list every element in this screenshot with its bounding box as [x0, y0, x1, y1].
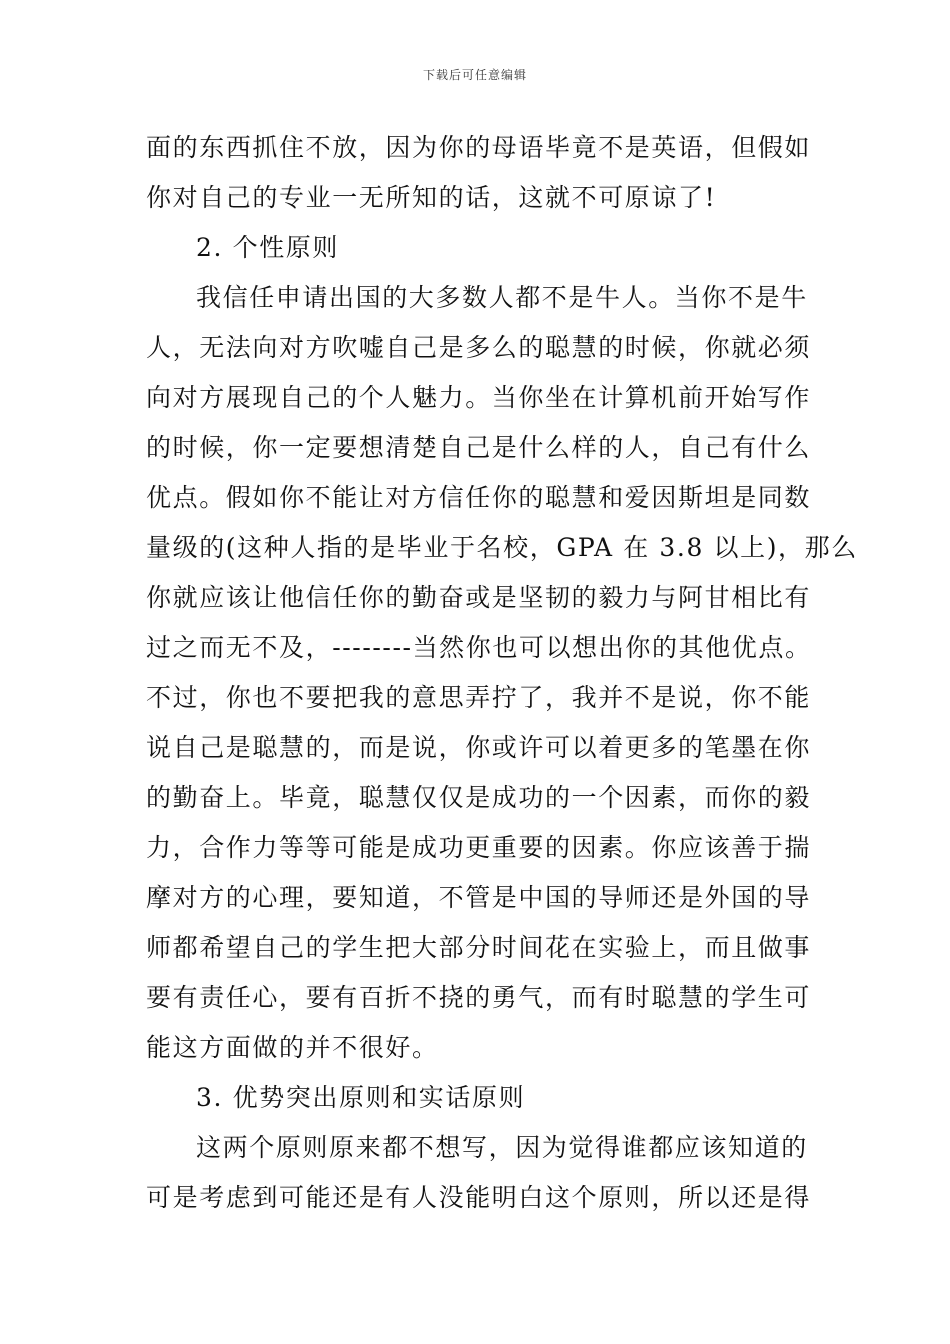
section-heading: 3. 优势突出原则和实话原则	[196, 1083, 526, 1112]
text-line: 要有责任心，要有百折不挠的勇气，而有时聪慧的学生可	[146, 983, 812, 1012]
text-line: 师都希望自己的学生把大部分时间花在实验上，而且做事	[146, 933, 812, 962]
text-line: 说自己是聪慧的，而是说，你或许可以着更多的笔墨在你	[146, 733, 812, 762]
text-line: 摩对方的心理，要知道，不管是中国的导师还是外国的导	[146, 883, 812, 912]
text-line: 优点。假如你不能让对方信任你的聪慧和爱因斯坦是同数	[146, 483, 812, 512]
text-line: 面的东西抓住不放，因为你的母语毕竟不是英语，但假如	[146, 133, 812, 162]
text-line: 可是考虑到可能还是有人没能明白这个原则，所以还是得	[146, 1183, 812, 1212]
section-heading: 2. 个性原则	[196, 233, 339, 262]
text-line: 人，无法向对方吹嘘自己是多么的聪慧的时候，你就必须	[146, 333, 812, 362]
text-line: 不过，你也不要把我的意思弄拧了，我并不是说，你不能	[146, 683, 812, 712]
page-header: 下载后可任意编辑	[422, 68, 527, 82]
text-line: 量级的(这种人指的是毕业于名校，GPA 在 3.8 以上)，那么	[146, 533, 858, 562]
text-line: 力，合作力等等可能是成功更重要的因素。你应该善于揣	[146, 833, 812, 862]
text-line: 你对自己的专业一无所知的话，这就不可原谅了!	[146, 183, 717, 212]
text-line: 的时候，你一定要想清楚自己是什么样的人，自己有什么	[146, 433, 812, 462]
text-line: 你就应该让他信任你的勤奋或是坚韧的毅力与阿甘相比有	[146, 583, 812, 612]
text-line: 这两个原则原来都不想写，因为觉得谁都应该知道的	[196, 1133, 808, 1162]
text-line: 过之而无不及，--------当然你也可以想出你的其他优点。	[146, 633, 812, 662]
text-line: 的勤奋上。毕竟，聪慧仅仅是成功的一个因素，而你的毅	[146, 783, 812, 812]
text-line: 向对方展现自己的个人魅力。当你坐在计算机前开始写作	[146, 383, 812, 412]
text-line: 能这方面做的并不很好。	[146, 1033, 439, 1062]
text-line: 我信任申请出国的大多数人都不是牛人。当你不是牛	[196, 283, 808, 312]
